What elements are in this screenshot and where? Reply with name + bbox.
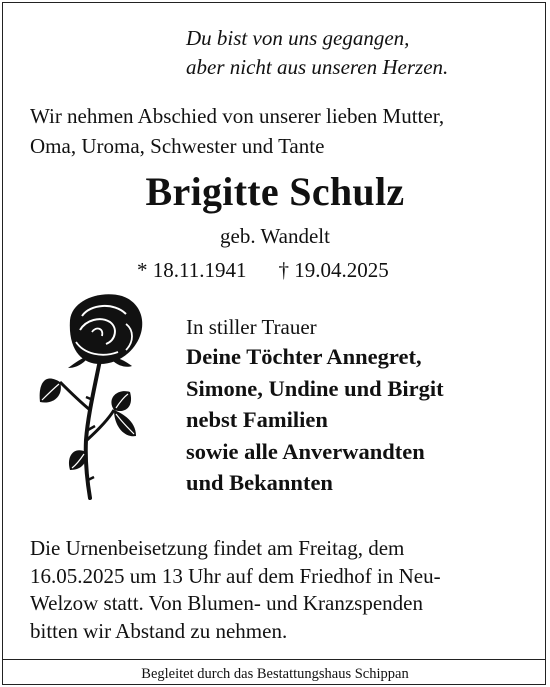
mourner-line: Deine Töchter Annegret, [186, 344, 422, 369]
funeral-info [30, 535, 441, 645]
mourner-line: Simone, Undine und Birgit [186, 375, 444, 401]
intro-line: Wir nehmen Abschied von unserer lieben Mutter, [30, 104, 445, 128]
poem-line: aber nicht aus unseren Herzen. [186, 55, 449, 79]
birth-date: * 18.11.1941 [137, 258, 247, 282]
funeral-line: Welzow statt. Von Blumen- und Kranzspenden [30, 591, 423, 615]
funeral-home-credit: Begleitet durch das Bestattungshaus Schippan [141, 666, 409, 682]
memorial-poem [186, 24, 448, 82]
maiden-name: geb. Wandelt [220, 224, 330, 248]
mourner-line: nebst Familien [186, 407, 328, 432]
death-date: † 19.04.2025 [278, 258, 389, 282]
life-dates [137, 256, 389, 284]
mourner-line: und Bekannten [186, 470, 333, 495]
poem-line: Du bist von uns gegangen, [186, 26, 410, 50]
intro-text [30, 101, 444, 161]
rose-icon [30, 290, 160, 502]
funeral-line: 16.05.2025 um 13 Uhr auf dem Friedhof in Neu- [30, 563, 441, 588]
deceased-name: Brigitte Schulz [145, 169, 405, 214]
mourners-block [186, 313, 444, 499]
funeral-line: Die Urnenbeisetzung findet am Freitag, dem [30, 536, 405, 560]
intro-line: Oma, Uroma, Schwester und Tante [30, 134, 325, 158]
mourner-line: sowie alle Anverwandten [186, 438, 425, 464]
mourning-lead: In stiller Trauer [186, 315, 317, 339]
funeral-line: bitten wir Abstand zu nehmen. [30, 618, 288, 643]
footer-divider [2, 659, 546, 660]
